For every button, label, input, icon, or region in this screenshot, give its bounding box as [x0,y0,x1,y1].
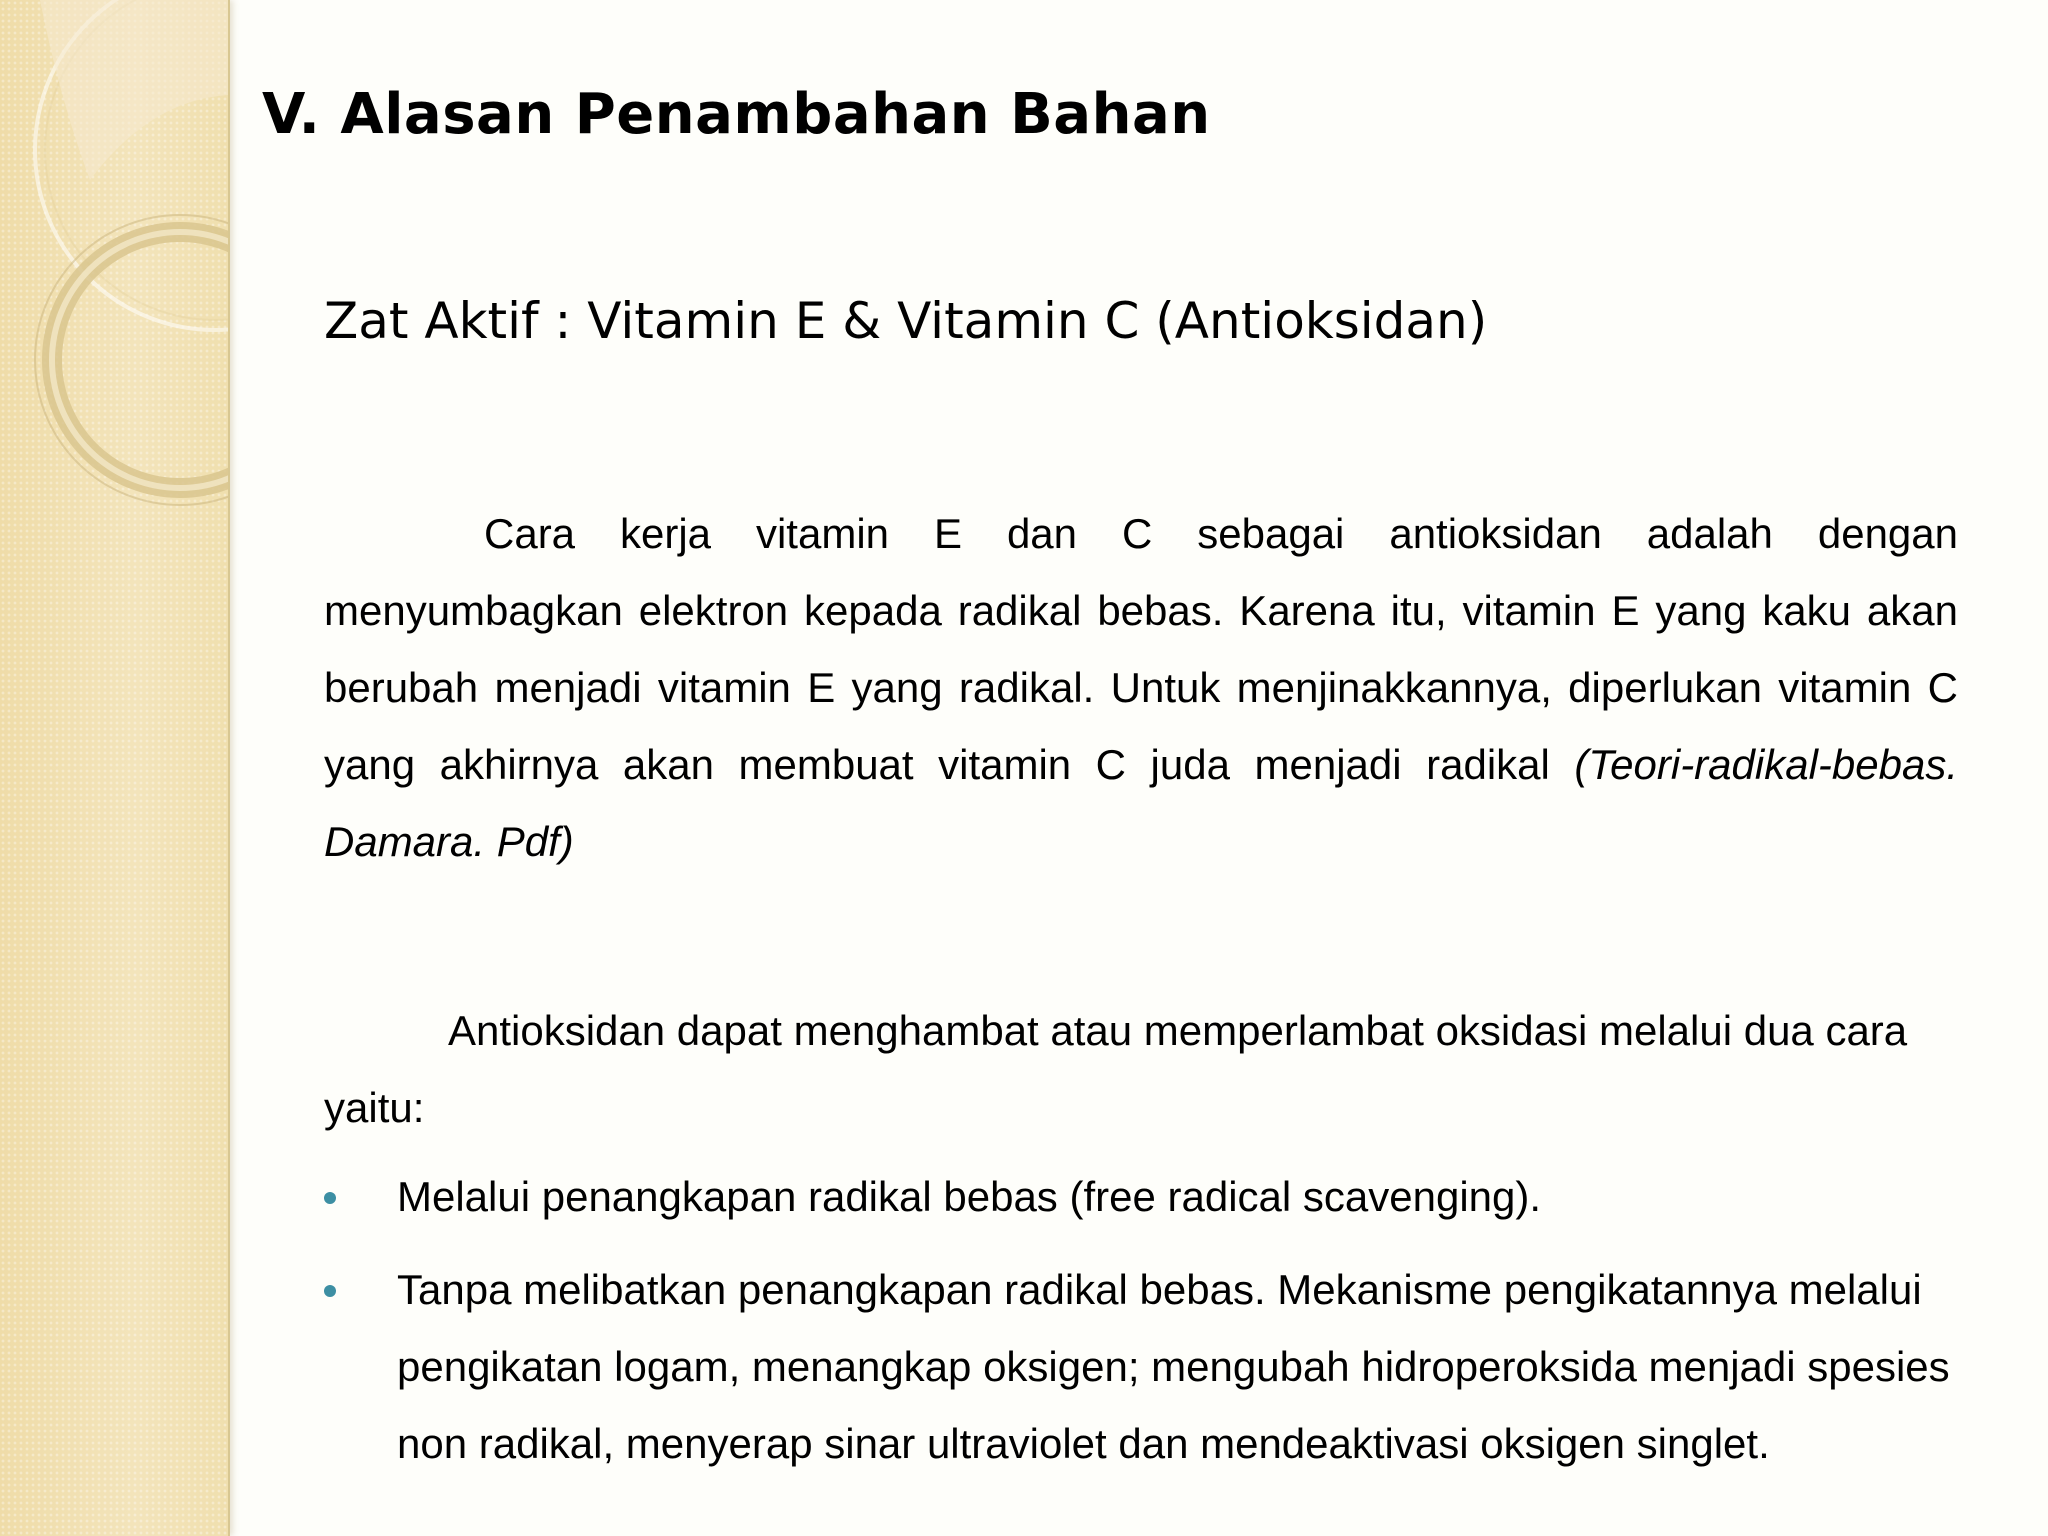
decorative-rings [0,0,228,1536]
paragraph-antioxidant-ways: Antioksidan dapat menghambat atau memperlambat oksidasi melalui dua cara yaitu: [324,1007,1908,1131]
slide-title: V. Alasan Penambahan Bahan [262,82,1211,147]
decorative-side-strip [0,0,230,1536]
bullet-list [324,1158,1984,1498]
slide-content [228,0,2048,1536]
bullet-dot-icon [324,1285,336,1297]
bullet-item [324,1251,1984,1482]
paragraph-vitamin-mechanism [324,495,1958,880]
bullet-item [324,1158,1984,1235]
bullet-dot-icon [324,1192,336,1204]
paragraph-vitamin-mechanism-text: Cara kerja vitamin E dan C sebagai antioksidan adalah dengan menyumbagkan elektron kepada radikal bebas. Karena itu, vitamin E yang kaku akan berubah menjadi vitamin E yang radikal. Untuk menjinakkannya, diperlukan vitamin C yang akhirnya akan membuat vitamin C juda menjadi radikal [324,510,1958,788]
bullet-text: Tanpa melibatkan penangkapan radikal bebas. Mekanisme pengikatannya melalui pengikatan logam, menangkap oksigen; mengubah hidroperoksida menjadi spesies non radikal, menyerap sinar ultraviolet dan mendeaktivasi oksigen singlet. [397,1266,1950,1467]
bullet-text: Melalui penangkapan radikal bebas (free radical scavenging). [397,1173,1542,1220]
slide-subtitle: Zat Aktif : Vitamin E & Vitamin C (Antioksidan) [324,292,1488,350]
citation: (Teori-radikal-bebas. Damara. Pdf) [324,741,1958,865]
